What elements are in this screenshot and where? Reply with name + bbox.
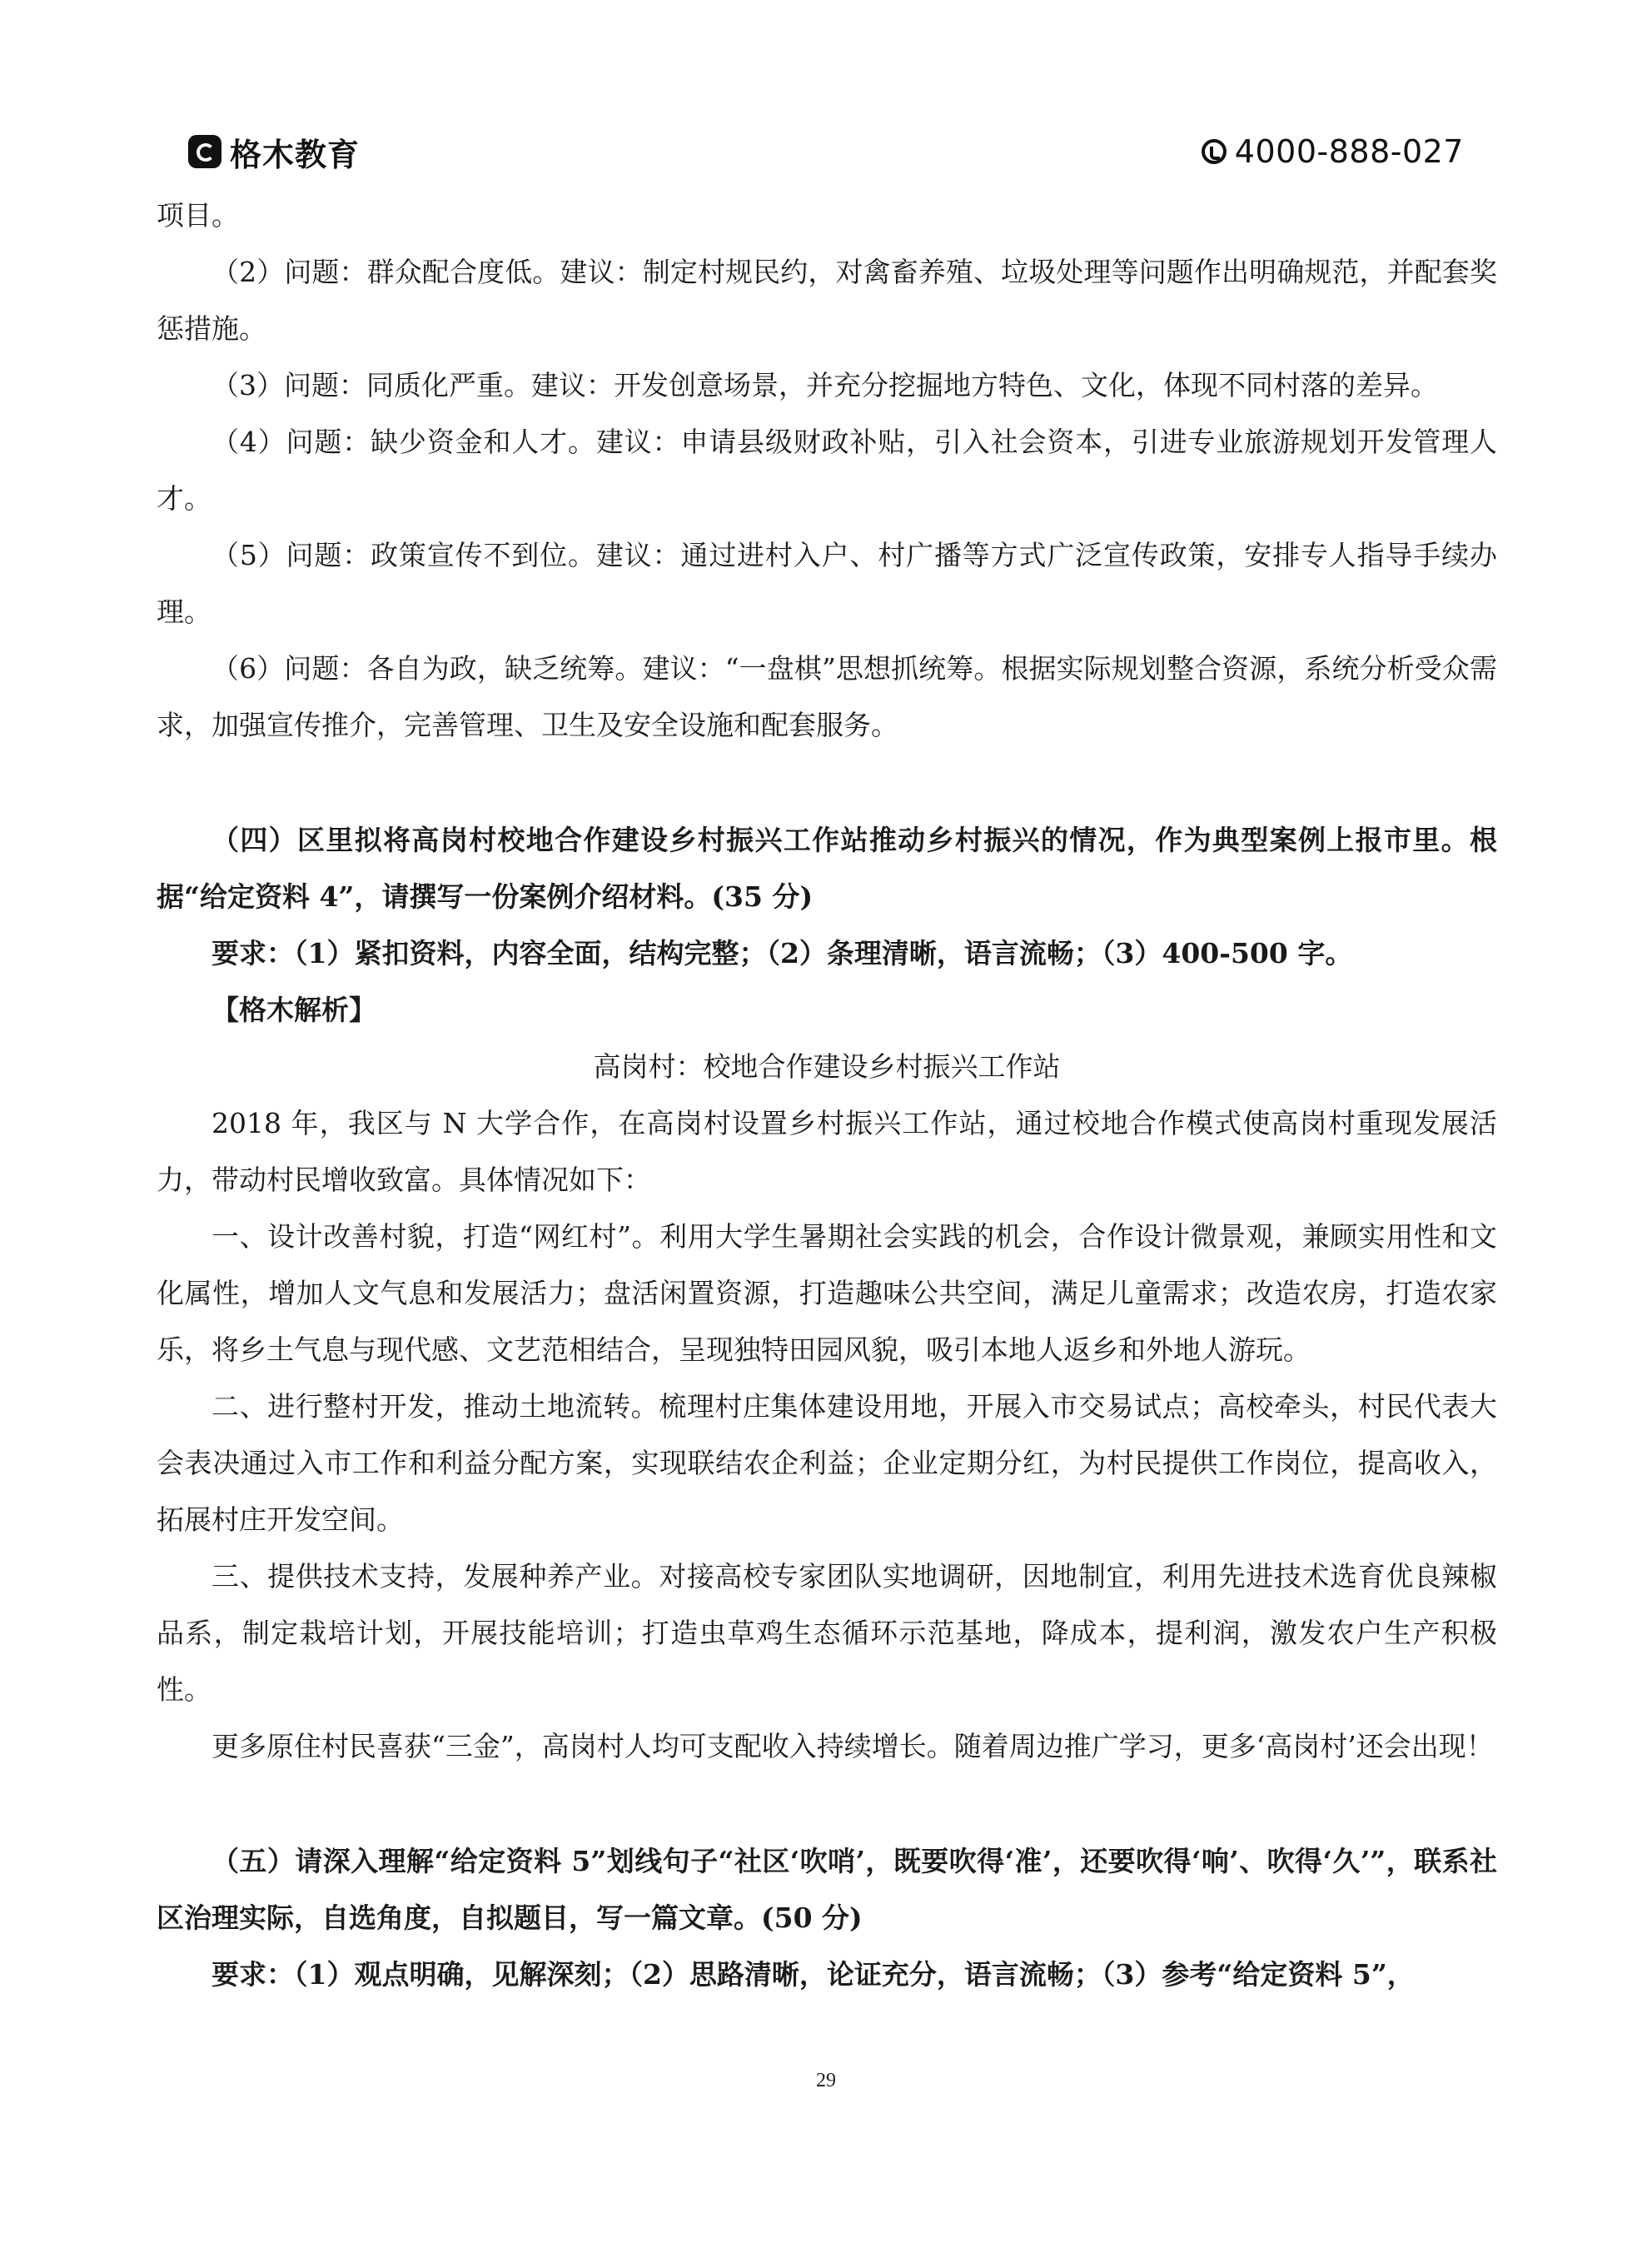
page-number: 29 — [816, 2070, 836, 2091]
question-4-title: （四）区里拟将高岗村校地合作建设乡村振兴工作站推动乡村振兴的情况，作为典型案例上报市里。根据“给定资料 4”，请撰写一份案例介绍材料。(35 分) — [157, 824, 1497, 913]
case-intro: 2018 年，我区与 N 大学合作，在高岗村设置乡村振兴工作站，通过校地合作模式使高岗村重现发展活力，带动村民增收致富。具体情况如下： — [157, 1107, 1497, 1196]
problem-suggestion-6: （6）问题：各自为政，缺乏统筹。建议：“一盘棋”思想抓统筹。根据实际规划整合资源，系统分析受众需求，加强宣传推介，完善管理、卫生及安全设施和配套服务。 — [157, 652, 1497, 741]
paragraph-continuation: 项目。 — [157, 199, 239, 232]
document-body — [157, 187, 1497, 2003]
section-gap — [157, 754, 1497, 812]
case-point-1: 一、设计改善村貌，打造“网红村”。利用大学生暑期社会实践的机会，合作设计微景观，兼顾实用性和文化属性，增加人文气息和发展活力；盘活闲置资源，打造趣味公共空间，满足儿童需求；改造农房，打造农家乐，将乡土气息与现代感、文艺范相结合，呈现独特田园风貌，吸引本地人返乡和外地人游玩。 — [157, 1220, 1497, 1366]
analysis-label: 【格木解析】 — [211, 994, 376, 1026]
page-header — [0, 127, 1652, 177]
problem-suggestion-4: （4）问题：缺少资金和人才。建议：申请县级财政补贴，引入社会资本，引进专业旅游规划开发管理人才。 — [157, 426, 1497, 515]
brand-name: 格木教育 — [230, 136, 361, 173]
question-5-title: （五）请深入理解“给定资料 5”划线句子“社区‘吹哨’，既要吹得‘准’，还要吹得‘响’、吹得‘久’”，联系社区治理实际，自选角度，自拟题目，写一篇文章。(50 分) — [157, 1845, 1497, 1934]
problem-suggestion-2: （2）问题：群众配合度低。建议：制定村规民约，对禽畜养殖、垃圾处理等问题作出明确规范，并配套奖惩措施。 — [157, 256, 1497, 345]
case-point-2: 二、进行整村开发，推动土地流转。梳理村庄集体建设用地，开展入市交易试点；高校牵头，村民代表大会表决通过入市工作和利益分配方案，实现联结农企利益；企业定期分红，为村民提供工作岗位，提高收入，拓展村庄开发空间。 — [157, 1390, 1497, 1536]
problem-suggestion-3: （3）问题：同质化严重。建议：开发创意场景，并充分挖掘地方特色、文化，体现不同村落的差异。 — [211, 369, 1438, 401]
problem-suggestion-5: （5）问题：政策宣传不到位。建议：通过进村入户、村广播等方式广泛宣传政策，安排专人指导手续办理。 — [157, 539, 1497, 628]
question-4-requirements: 要求：（1）紧扣资料，内容全面，结构完整；（2）条理清晰，语言流畅；（3）400-500 字。 — [211, 937, 1353, 969]
section-gap — [157, 1775, 1497, 1833]
e-logo-icon — [188, 135, 221, 168]
case-title: 高岗村：校地合作建设乡村振兴工作站 — [593, 1050, 1061, 1083]
contact-phone — [1202, 127, 1464, 177]
case-conclusion: 更多原住村民喜获“三金”，高岗村人均可支配收入持续增长。随着周边推广学习，更多‘高岗村’还会出现！ — [211, 1730, 1494, 1762]
brand-logo — [188, 127, 360, 177]
phone-icon — [1202, 139, 1227, 164]
phone-number: 4000-888-027 — [1234, 133, 1464, 170]
case-point-3: 三、提供技术支持，发展种养产业。对接高校专家团队实地调研，因地制宜，利用先进技术选育优良辣椒品系，制定栽培计划，开展技能培训；打造虫草鸡生态循环示范基地，降成本，提利润，激发农户生产积极性。 — [157, 1560, 1497, 1706]
question-5-requirements: 要求：（1）观点明确，见解深刻；（2）思路清晰，论证充分，语言流畅；（3）参考“给定资料 5”， — [211, 1958, 1415, 1991]
